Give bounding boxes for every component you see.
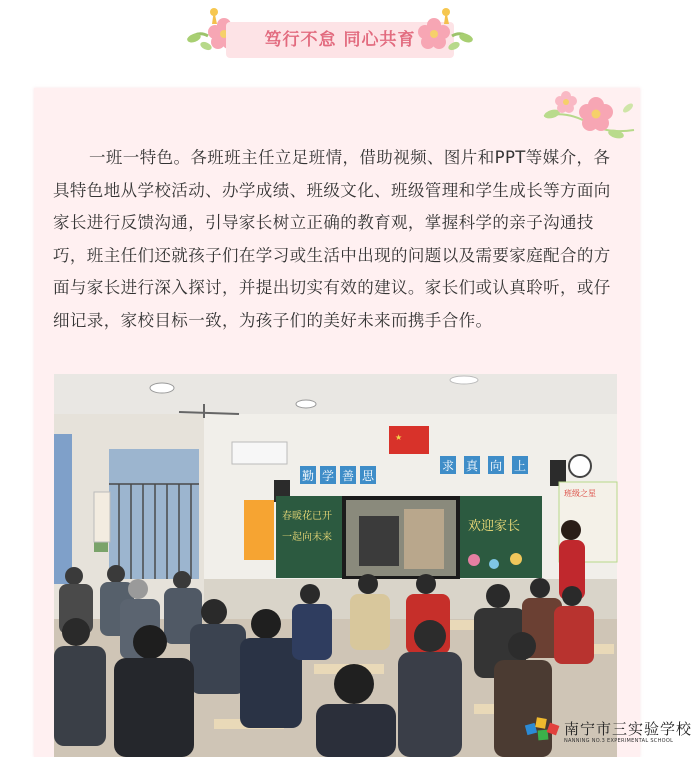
- slogan-right-4: 上: [514, 459, 527, 473]
- slogan-left-3: 善: [342, 469, 355, 483]
- board-left-line2: 一起向未来: [282, 532, 332, 543]
- slogan-right-3: 向: [490, 459, 503, 473]
- article-paragraph: 一班一特色。各班班主任立足班情，借助视频、图片和PPT等媒介，各具特色地从学校活动、办学成绩、班级文化、班级管理和学生成长等方面向家长进行反馈沟通，引导家长树立正确的教育观，掌握科学的亲子沟通技巧，班主任们还就孩子们在学习或生活中出现的问题以及需要家庭配合的方面与家长进行深入探讨，并提出切实有效的建议。家长们或认真聆听，或仔细记录，家校目标一致，为孩子们的美好未来而携手合作。: [53, 148, 611, 330]
- school-name: 南宁市三实验学校: [564, 720, 692, 738]
- content-card: [34, 88, 640, 757]
- school-watermark: [520, 712, 692, 752]
- classroom-photo: [54, 374, 617, 757]
- flower-decoration-icon: [414, 6, 476, 56]
- slogan-right-1: 求: [442, 459, 455, 473]
- slogan-left-2: 学: [322, 469, 335, 483]
- school-logo-icon: [524, 716, 562, 746]
- banner-title: 笃行不怠 同心共育: [264, 30, 416, 50]
- slogan-right-2: 真: [466, 459, 479, 473]
- board-right-text: 欢迎家长: [468, 519, 521, 534]
- header-banner: [0, 0, 678, 80]
- school-name-english: NANNING NO.3 EXPERIMENTAL SCHOOL: [564, 738, 674, 744]
- side-board-title: 班级之星: [564, 489, 596, 498]
- svg-text:★: ★: [395, 433, 403, 442]
- slogan-left-4: 思: [362, 469, 375, 483]
- board-left-line1: 春暖花已开: [282, 511, 332, 522]
- corner-flower-icon: [538, 90, 638, 144]
- slogan-left-1: 勤: [302, 469, 315, 483]
